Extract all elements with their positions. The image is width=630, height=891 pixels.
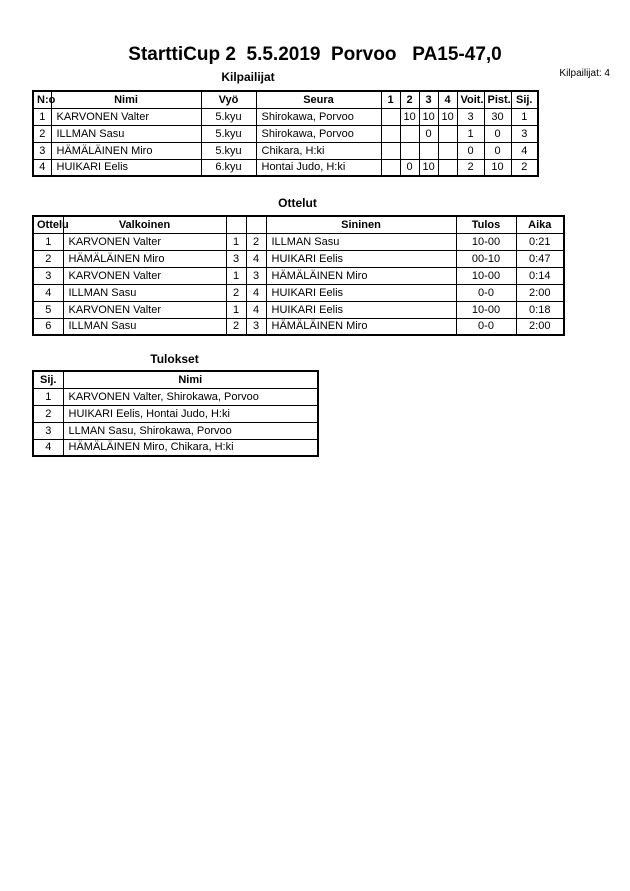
cell-score-3 bbox=[419, 142, 438, 159]
col-header-nimi: Nimi bbox=[63, 371, 318, 388]
cell-nimi: HUIKARI Eelis, Hontai Judo, H:ki bbox=[63, 405, 318, 422]
table-row bbox=[33, 422, 318, 439]
competitors-count: Kilpailijat: 4 bbox=[559, 68, 610, 79]
cell-ottelu: 6 bbox=[33, 318, 63, 335]
cell-pist: 0 bbox=[484, 125, 511, 142]
cell-valkoinen-nimi: KARVONEN Valter bbox=[63, 233, 226, 250]
col-header-round-3: 3 bbox=[419, 91, 438, 108]
col-header-ottelu: Ottelu bbox=[33, 216, 63, 233]
col-header-valkoinen: Valkoinen bbox=[63, 216, 226, 233]
cell-tulos: 0-0 bbox=[456, 318, 516, 335]
table-row bbox=[33, 318, 564, 335]
cell-sij: 1 bbox=[511, 108, 538, 125]
cell-valkoinen-nro: 1 bbox=[226, 233, 246, 250]
table-row bbox=[33, 388, 318, 405]
col-header-tulos: Tulos bbox=[456, 216, 516, 233]
cell-score-2: 10 bbox=[400, 108, 419, 125]
cell-aika: 0:14 bbox=[516, 267, 564, 284]
col-header-sininen: Sininen bbox=[266, 216, 456, 233]
cell-sininen-nimi: HUIKARI Eelis bbox=[266, 301, 456, 318]
col-header-round-2: 2 bbox=[400, 91, 419, 108]
col-header-sij: Sij. bbox=[33, 371, 63, 388]
cell-sininen-nro: 4 bbox=[246, 301, 266, 318]
cell-score-2 bbox=[400, 142, 419, 159]
cell-aika: 2:00 bbox=[516, 284, 564, 301]
cell-aika: 0:47 bbox=[516, 250, 564, 267]
cell-vyo: 5.kyu bbox=[201, 125, 256, 142]
cell-nimi: HÄMÄLÄINEN Miro bbox=[51, 142, 201, 159]
tulokset-table bbox=[32, 370, 319, 457]
cell-score-2: 0 bbox=[400, 159, 419, 176]
cell-nimi: KARVONEN Valter, Shirokawa, Porvoo bbox=[63, 388, 318, 405]
cell-tulos: 10-00 bbox=[456, 233, 516, 250]
kilpailijat-heading: Kilpailijat bbox=[221, 70, 275, 84]
cell-voit: 2 bbox=[457, 159, 484, 176]
col-header-blue-nro bbox=[246, 216, 266, 233]
cell-sininen-nimi: HÄMÄLÄINEN Miro bbox=[266, 318, 456, 335]
ottelut-heading: Ottelut bbox=[278, 196, 317, 210]
cell-no: 3 bbox=[33, 142, 51, 159]
col-header-vyo: Vyö bbox=[201, 91, 256, 108]
cell-tulos: 10-00 bbox=[456, 301, 516, 318]
cell-no: 4 bbox=[33, 159, 51, 176]
col-header-nimi: Nimi bbox=[51, 91, 201, 108]
cell-valkoinen-nro: 3 bbox=[226, 250, 246, 267]
col-header-seura: Seura bbox=[256, 91, 381, 108]
cell-tulos: 0-0 bbox=[456, 284, 516, 301]
table-row bbox=[33, 439, 318, 456]
table-row bbox=[33, 142, 538, 159]
col-header-sij: Sij. bbox=[511, 91, 538, 108]
cell-sininen-nro: 2 bbox=[246, 233, 266, 250]
cell-nimi: LLMAN Sasu, Shirokawa, Porvoo bbox=[63, 422, 318, 439]
cell-valkoinen-nimi: ILLMAN Sasu bbox=[63, 318, 226, 335]
table-row bbox=[33, 159, 538, 176]
cell-score-4: 10 bbox=[438, 108, 457, 125]
cell-tulos: 00-10 bbox=[456, 250, 516, 267]
cell-score-1 bbox=[381, 159, 400, 176]
cell-aika: 2:00 bbox=[516, 318, 564, 335]
cell-pist: 30 bbox=[484, 108, 511, 125]
cell-sininen-nimi: HÄMÄLÄINEN Miro bbox=[266, 267, 456, 284]
cell-score-3: 0 bbox=[419, 125, 438, 142]
cell-nimi: ILLMAN Sasu bbox=[51, 125, 201, 142]
col-header-pist: Pist. bbox=[484, 91, 511, 108]
cell-nimi: HUIKARI Eelis bbox=[51, 159, 201, 176]
cell-score-3: 10 bbox=[419, 108, 438, 125]
table-row bbox=[33, 284, 564, 301]
table-row bbox=[33, 405, 318, 422]
cell-sij: 1 bbox=[33, 388, 63, 405]
cell-sij: 2 bbox=[33, 405, 63, 422]
table-row bbox=[33, 125, 538, 142]
table-row bbox=[33, 267, 564, 284]
cell-valkoinen-nro: 2 bbox=[226, 318, 246, 335]
cell-sininen-nro: 4 bbox=[246, 284, 266, 301]
cell-sij: 4 bbox=[33, 439, 63, 456]
cell-seura: Chikara, H:ki bbox=[256, 142, 381, 159]
cell-ottelu: 3 bbox=[33, 267, 63, 284]
cell-aika: 0:18 bbox=[516, 301, 564, 318]
cell-score-4 bbox=[438, 159, 457, 176]
cell-nimi: KARVONEN Valter bbox=[51, 108, 201, 125]
cell-vyo: 5.kyu bbox=[201, 108, 256, 125]
cell-score-2 bbox=[400, 125, 419, 142]
cell-sininen-nro: 3 bbox=[246, 318, 266, 335]
cell-sininen-nimi: HUIKARI Eelis bbox=[266, 250, 456, 267]
cell-score-1 bbox=[381, 125, 400, 142]
cell-score-4 bbox=[438, 125, 457, 142]
cell-ottelu: 4 bbox=[33, 284, 63, 301]
cell-voit: 1 bbox=[457, 125, 484, 142]
cell-valkoinen-nimi: KARVONEN Valter bbox=[63, 267, 226, 284]
cell-nimi: HÄMÄLÄINEN Miro, Chikara, H:ki bbox=[63, 439, 318, 456]
cell-sij: 3 bbox=[33, 422, 63, 439]
cell-score-1 bbox=[381, 108, 400, 125]
cell-tulos: 10-00 bbox=[456, 267, 516, 284]
cell-ottelu: 5 bbox=[33, 301, 63, 318]
col-header-round-4: 4 bbox=[438, 91, 457, 108]
cell-seura: Shirokawa, Porvoo bbox=[256, 108, 381, 125]
table-row bbox=[33, 108, 538, 125]
cell-valkoinen-nro: 2 bbox=[226, 284, 246, 301]
cell-vyo: 6.kyu bbox=[201, 159, 256, 176]
table-row bbox=[33, 250, 564, 267]
cell-aika: 0:21 bbox=[516, 233, 564, 250]
cell-score-3: 10 bbox=[419, 159, 438, 176]
cell-vyo: 5.kyu bbox=[201, 142, 256, 159]
col-header-round-1: 1 bbox=[381, 91, 400, 108]
cell-sininen-nimi: HUIKARI Eelis bbox=[266, 284, 456, 301]
cell-valkoinen-nimi: HÄMÄLÄINEN Miro bbox=[63, 250, 226, 267]
cell-sij: 3 bbox=[511, 125, 538, 142]
col-header-voit: Voit. bbox=[457, 91, 484, 108]
cell-valkoinen-nro: 1 bbox=[226, 301, 246, 318]
cell-seura: Shirokawa, Porvoo bbox=[256, 125, 381, 142]
cell-sij: 2 bbox=[511, 159, 538, 176]
cell-no: 1 bbox=[33, 108, 51, 125]
page-title: StarttiCup 2 5.5.2019 Porvoo PA15-47,0 bbox=[128, 44, 502, 65]
cell-valkoinen-nimi: ILLMAN Sasu bbox=[63, 284, 226, 301]
ottelut-header-row bbox=[33, 216, 564, 233]
cell-pist: 0 bbox=[484, 142, 511, 159]
table-row bbox=[33, 233, 564, 250]
cell-ottelu: 1 bbox=[33, 233, 63, 250]
cell-sininen-nro: 4 bbox=[246, 250, 266, 267]
cell-sininen-nimi: ILLMAN Sasu bbox=[266, 233, 456, 250]
table-row bbox=[33, 301, 564, 318]
tulokset-heading: Tulokset bbox=[150, 352, 199, 366]
ottelut-table bbox=[32, 215, 565, 336]
cell-no: 2 bbox=[33, 125, 51, 142]
cell-valkoinen-nro: 1 bbox=[226, 267, 246, 284]
col-header-no: N:o bbox=[33, 91, 51, 108]
cell-voit: 0 bbox=[457, 142, 484, 159]
cell-score-4 bbox=[438, 142, 457, 159]
col-header-white-nro bbox=[226, 216, 246, 233]
cell-seura: Hontai Judo, H:ki bbox=[256, 159, 381, 176]
cell-valkoinen-nimi: KARVONEN Valter bbox=[63, 301, 226, 318]
kilpailijat-header-row bbox=[33, 91, 538, 108]
cell-voit: 3 bbox=[457, 108, 484, 125]
cell-score-1 bbox=[381, 142, 400, 159]
cell-pist: 10 bbox=[484, 159, 511, 176]
tulokset-header-row bbox=[33, 371, 318, 388]
kilpailijat-table bbox=[32, 90, 539, 177]
col-header-aika: Aika bbox=[516, 216, 564, 233]
cell-sininen-nro: 3 bbox=[246, 267, 266, 284]
cell-sij: 4 bbox=[511, 142, 538, 159]
cell-ottelu: 2 bbox=[33, 250, 63, 267]
